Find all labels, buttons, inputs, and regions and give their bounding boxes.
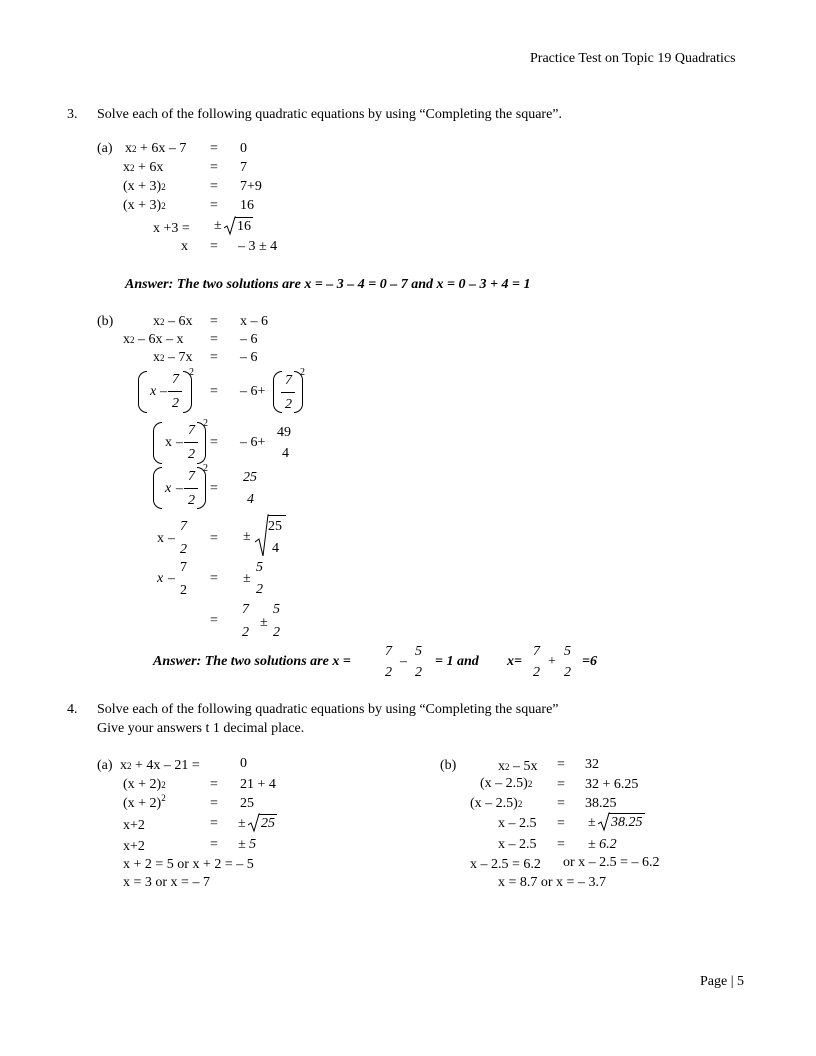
q3b-r4-eq: = — [210, 384, 218, 399]
q4b-row4-eq: = — [557, 816, 565, 831]
q3b-r9-num2: 5 — [273, 602, 280, 617]
q3b-r4-rhs-exp: 2 — [300, 367, 305, 378]
q3-instruction: Solve each of the following quadratic equations by using “Completing the square”. — [97, 107, 562, 122]
q4a-row5-lhs: x+2 — [123, 839, 145, 854]
q4a-row4-pm: ± — [238, 816, 246, 831]
q3b-r4-minus: – — [160, 384, 167, 399]
q4a-row7: x = 3 or x = – 7 — [123, 875, 210, 890]
q4b-row6-b: or x – 2.5 = – 6.2 — [563, 855, 660, 870]
q3b-row1-lhs: x2 – 6x — [153, 314, 193, 329]
q3b-r5-eq: = — [210, 435, 218, 450]
q3b-label: (b) — [97, 314, 114, 329]
q3b-answer-prefix: Answer: The two solutions are x = — [153, 654, 351, 669]
q3a-row2-rhs: 7 — [240, 160, 247, 175]
q3b-r6-x: x — [165, 481, 172, 496]
fraction-bar — [168, 391, 182, 392]
sqrt-vinculum — [609, 813, 645, 814]
sqrt-icon — [248, 813, 260, 833]
fraction-bar — [184, 442, 198, 443]
q4b-row4-radicand: 38.25 — [611, 815, 643, 830]
q3a-row5-pm: ± — [214, 218, 222, 233]
q3b-row2-rhs: – 6 — [240, 332, 258, 347]
q3a-row3-eq: = — [210, 179, 218, 194]
q3a-row4-rhs: 16 — [240, 198, 254, 213]
q4b-label: (b) — [440, 758, 457, 773]
q4a-row1-rhs: 0 — [240, 756, 247, 771]
q4a-row2-eq: = — [210, 777, 218, 792]
fraction-bar — [281, 392, 295, 393]
q3b-r5-neg6: – 6+ — [240, 435, 266, 450]
q3b-ans-minus: – — [400, 654, 407, 669]
q3b-ans-den3: 2 — [533, 665, 540, 680]
q3b-ans-end: =6 — [582, 654, 597, 669]
q3b-r8-pm: ± — [243, 571, 251, 586]
q4b-row5-lhs: x – 2.5 — [498, 837, 537, 852]
q4b-row6-a: x – 2.5 = 6.2 — [470, 857, 541, 872]
sqrt-vinculum — [259, 814, 277, 815]
q4b-row4-lhs: x – 2.5 — [498, 816, 537, 831]
q3b-r4-num: 7 — [172, 372, 179, 387]
q3-number: 3. — [67, 107, 78, 122]
q4b-row5-rhs: ± 6.2 — [588, 837, 617, 852]
q3b-r7-den: 2 — [180, 542, 187, 557]
q3a-row1-eq: = — [210, 141, 218, 156]
paren-left — [153, 467, 162, 509]
q4a-row5-rhs: ± 5 — [238, 837, 257, 852]
sqrt-vinculum — [268, 515, 286, 516]
q4b-row2-rhs: 32 + 6.25 — [585, 777, 639, 792]
q3b-r5-num: 7 — [188, 423, 195, 438]
q3b-r8-minus: – — [168, 571, 175, 586]
q3b-r5-den: 2 — [188, 447, 195, 462]
q3a-row6-rhs: – 3 ± 4 — [238, 239, 278, 254]
q3b-r6-frac-den: 4 — [247, 492, 254, 507]
q4a-row3-eq: = — [210, 796, 218, 811]
q3a-row4-lhs: (x + 3)2 — [123, 198, 166, 213]
paren-left — [153, 422, 162, 464]
q3b-r9-pm: ± — [260, 615, 268, 630]
page-header: Practice Test on Topic 19 Quadratics — [530, 51, 736, 66]
q3b-ans-num4: 5 — [564, 644, 571, 659]
q3b-r7-rad-num: 25 — [268, 519, 282, 534]
q4a-row6: x + 2 = 5 or x + 2 = – 5 — [123, 857, 254, 872]
sqrt-vinculum — [235, 217, 253, 218]
q3b-r8-num: 7 — [180, 560, 187, 575]
sqrt-icon — [224, 216, 236, 236]
q3b-row3-eq: = — [210, 350, 218, 365]
q3b-ans-x: x= — [507, 654, 522, 669]
q4-number: 4. — [67, 702, 78, 717]
q4b-row7: x = 8.7 or x = – 3.7 — [498, 875, 606, 890]
q3b-row2-lhs: x2 – 6x – x — [123, 332, 184, 347]
q3b-r6-den: 2 — [188, 493, 195, 508]
q3b-ans-den4: 2 — [564, 665, 571, 680]
q4b-row2-eq: = — [557, 777, 565, 792]
q4a-row4-eq: = — [210, 816, 218, 831]
q3a-row5-lhs: x +3 = — [153, 221, 190, 236]
q3b-r5-frac-den: 4 — [282, 446, 289, 461]
q4b-row1-lhs: x2 – 5x — [498, 759, 538, 774]
fraction-bar — [184, 488, 198, 489]
q3b-r6-exp: 2 — [203, 463, 208, 474]
q4a-row2-lhs: (x + 2)2 — [123, 777, 166, 792]
q3b-r9-den1: 2 — [242, 625, 249, 640]
q3b-r4-neg6: – 6+ — [240, 384, 266, 399]
q4b-row5-eq: = — [557, 837, 565, 852]
q4-instruction: Solve each of the following quadratic equations by using “Completing the square” — [97, 702, 559, 717]
q3b-r9-eq: = — [210, 613, 218, 628]
q4a-row3-rhs: 25 — [240, 796, 254, 811]
q4a-row4-radicand: 25 — [261, 816, 275, 831]
q4a-label: (a) — [97, 758, 113, 773]
q4a-row1-lhs: x2 + 4x – 21 = — [120, 758, 200, 773]
q4b-row3-eq: = — [557, 796, 565, 811]
q4b-row3-rhs: 38.25 — [585, 796, 617, 811]
q3b-r6-num: 7 — [188, 469, 195, 484]
page-footer: Page | 5 — [700, 974, 745, 989]
q3b-r8-den: 2 — [180, 583, 187, 598]
q3a-row1-rhs: 0 — [240, 141, 247, 156]
q4b-row2-lhs: (x – 2.5)2 — [480, 776, 533, 791]
q3b-ans-plus: + — [548, 654, 556, 669]
q3b-r7-rad-den: 4 — [272, 541, 279, 556]
q4a-row5-eq: = — [210, 837, 218, 852]
q4-instruction-2: Give your answers t 1 decimal place. — [97, 721, 305, 736]
sqrt-icon — [598, 812, 610, 832]
q3b-row2-eq: = — [210, 332, 218, 347]
q3b-ans-den2: 2 — [415, 665, 422, 680]
sqrt-icon — [255, 514, 269, 558]
q3b-ans-den1: 2 — [385, 665, 392, 680]
q3b-row1-eq: = — [210, 314, 218, 329]
q3b-row3-rhs: – 6 — [240, 350, 258, 365]
q4a-row2-rhs: 21 + 4 — [240, 777, 276, 792]
q3a-answer: Answer: The two solutions are x = – 3 – 4 = 0 – 7 and x = 0 – 3 + 4 = 1 — [125, 277, 531, 292]
q3a-row2-eq: = — [210, 160, 218, 175]
q3a-row2-lhs: x2 + 6x — [123, 160, 164, 175]
q3a-row1-lhs: x2 + 6x – 7 — [125, 141, 187, 156]
q3b-r4-den: 2 — [172, 396, 179, 411]
q3b-r7-minus: – — [168, 531, 175, 546]
q3b-r5-exp: 2 — [203, 418, 208, 429]
paren-left — [138, 371, 147, 413]
q3b-row1-rhs: x – 6 — [240, 314, 268, 329]
q3b-r9-num1: 7 — [242, 602, 249, 617]
q3b-r4-x: x — [150, 384, 157, 399]
q4a-row4-lhs: x+2 — [123, 818, 145, 833]
q3b-r8-eq: = — [210, 571, 218, 586]
q3b-r8-rhs-num: 5 — [256, 560, 263, 575]
q3a-row5-radicand: 16 — [237, 219, 251, 234]
q4b-row1-rhs: 32 — [585, 757, 599, 772]
q3a-row6-eq: = — [210, 239, 218, 254]
q3b-r7-eq: = — [210, 531, 218, 546]
q4b-row4-pm: ± — [588, 815, 596, 830]
q3b-r5-frac-num: 49 — [277, 425, 291, 440]
q3b-r8-x: x — [157, 571, 164, 586]
q3b-ans-num3: 7 — [533, 644, 540, 659]
q3b-r7-pm: ± — [243, 529, 251, 544]
q4b-row3-lhs: (x – 2.5)2 — [470, 796, 523, 811]
q3b-r7-num: 7 — [180, 519, 187, 534]
q3b-r8-rhs-den: 2 — [256, 582, 263, 597]
q3b-r4-rhs-den: 2 — [285, 397, 292, 412]
q3b-r6-eq: = — [210, 481, 218, 496]
q4b-row1-eq: = — [557, 757, 565, 772]
q3a-row4-eq: = — [210, 198, 218, 213]
q3b-r5-minus: – — [176, 435, 183, 450]
q3b-ans-num2: 5 — [415, 644, 422, 659]
q3a-label: (a) — [97, 141, 113, 156]
q3b-row3-lhs: x2 – 7x — [153, 350, 193, 365]
q3b-r4-exp: 2 — [189, 367, 194, 378]
q3b-ans-mid: = 1 and — [435, 654, 479, 669]
q3b-r4-rhs-num: 7 — [285, 373, 292, 388]
q3b-r9-den2: 2 — [273, 625, 280, 640]
q3a-row3-rhs: 7+9 — [240, 179, 262, 194]
q3a-row3-lhs: (x + 3)2 — [123, 179, 166, 194]
q3b-r5-x: x — [165, 435, 172, 450]
q3b-r7-x: x — [157, 531, 164, 546]
q3b-r6-minus: – — [176, 481, 183, 496]
q3b-r6-frac-num: 25 — [243, 470, 257, 485]
q3a-row6-lhs: x — [181, 239, 188, 254]
q3b-ans-num1: 7 — [385, 644, 392, 659]
q4a-row3-lhs: $(x + 2)^2$ — [123, 793, 166, 811]
